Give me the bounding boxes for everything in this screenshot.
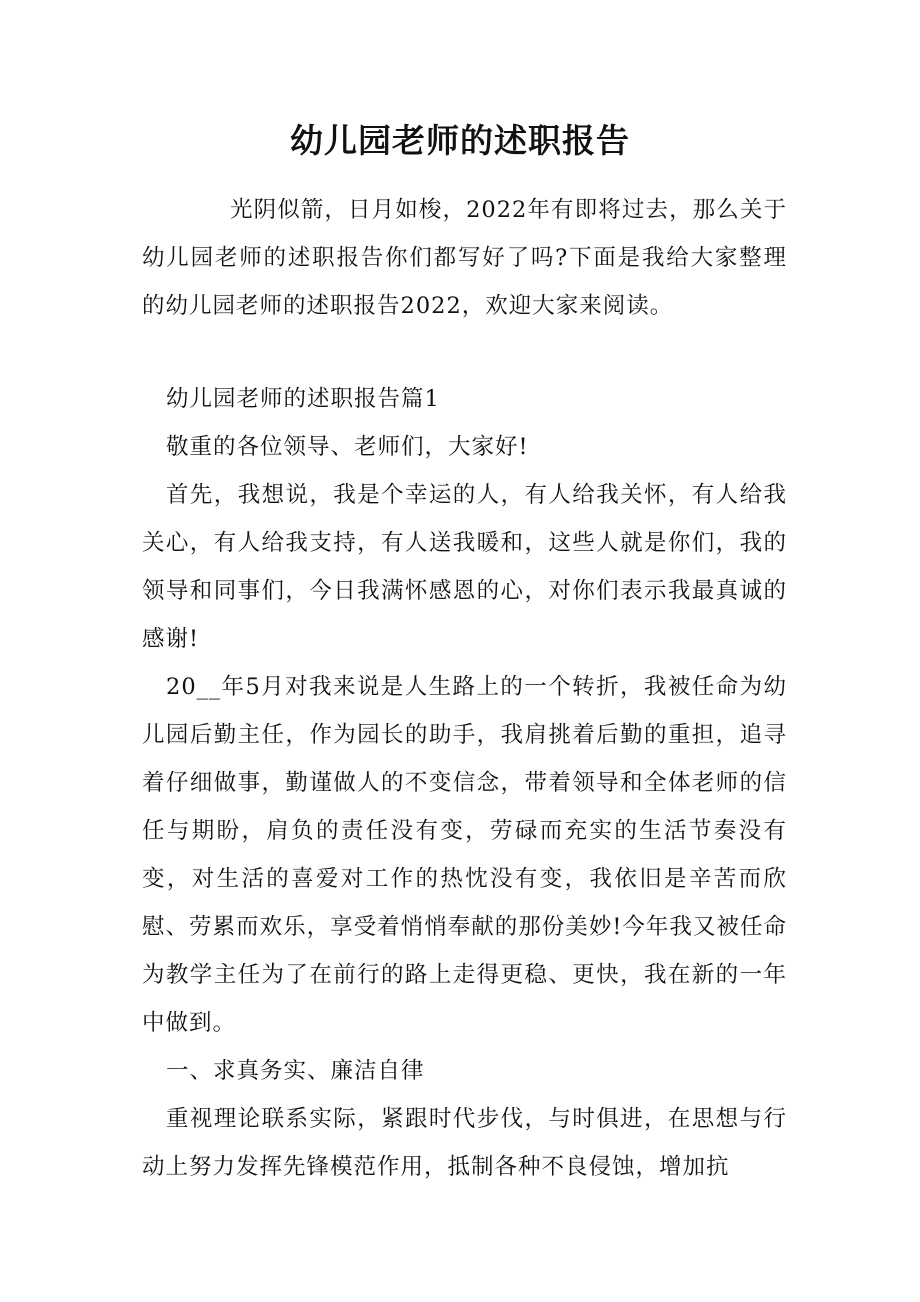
section-title: 幼儿园老师的述职报告篇1 [166, 386, 440, 412]
body-paragraph-1: 首先，我想说，我是个幸运的人，有人给我关怀，有人给我关心，有人给我支持，有人送我暖和，这些人就是你们，我的领导和同事们，今日我满怀感恩的心，对你们表示我最真诚的感谢! [142, 482, 787, 652]
intro-paragraph: 光阴似箭，日月如梭，2022年有即将过去，那么关于幼儿园老师的述职报告你们都写好了吗?下面是我给大家整理的幼儿园老师的述职报告2022，欢迎大家来阅读。 [142, 197, 787, 319]
greeting-paragraph: 敬重的各位领导、老师们，大家好! [166, 434, 529, 460]
body-paragraph-2: 20__年5月对我来说是人生路上的一个转折，我被任命为幼儿园后勤主任，作为园长的助手，我肩挑着后勤的重担，追寻着仔细做事，勤谨做人的不变信念，带着领导和全体老师的信任与期盼，肩负的责任没有变，劳碌而充实的生活节奏没有变，对生活的喜爱对工作的热忱没有变，我依旧是辛苦而欣慰、劳累而欢乐，享受着悄悄奉献的那份美妙!今年我又被任命为教学主任为了在前行的路上走得更稳、更快，我在新的一年中做到。 [142, 674, 787, 1036]
heading-1: 一、求真务实、廉洁自律 [166, 1058, 425, 1084]
body-paragraph-3: 重视理论联系实际，紧跟时代步伐，与时俱进，在思想与行动上努力发挥先锋模范作用，抵制各种不良侵蚀，增加抗 [142, 1106, 787, 1180]
document-title: 幼儿园老师的述职报告 [290, 121, 630, 160]
